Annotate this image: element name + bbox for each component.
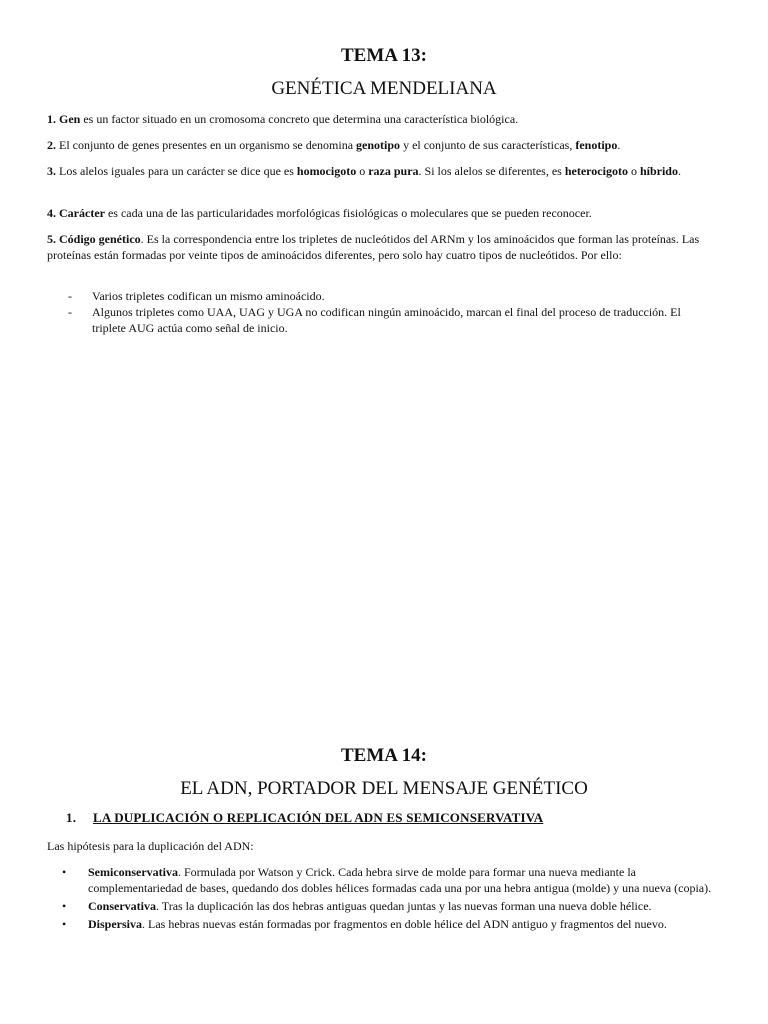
hypotheses-intro: Las hipótesis para la duplicación del ADN: (47, 839, 254, 853)
tema13-title: TEMA 13: (340, 45, 428, 66)
p3-text-2: o (356, 164, 369, 178)
p3-number: 3. (47, 164, 56, 178)
tema13-paragraph-3 (47, 163, 711, 179)
hypothesis-text: . Las hebras nuevas están formadas por fragmentos en doble hélice del ADN antiguo y fragmentos del nuevo. (142, 917, 667, 931)
tema13-paragraph-1 (47, 111, 711, 127)
hypothesis-term: Conservativa (88, 899, 156, 913)
list-item: - Varios tripletes codifican un mismo aminoácido. (68, 288, 708, 304)
p3-term-heterocigoto: heterocigoto (564, 164, 628, 178)
p4-number: 4. (47, 206, 56, 220)
tema13-subtitle: GENÉTICA MENDELIANA (271, 78, 497, 99)
p3-term-homocigoto: homocigoto (296, 164, 357, 178)
p1-text: es un factor situado en un cromosoma concreto que determina una característica biológica. (80, 112, 519, 126)
p1-number: 1. (47, 112, 56, 126)
p3-text-1: Los alelos iguales para un carácter se dice que es (56, 164, 297, 178)
tema13-dash-list (68, 288, 708, 336)
list-item (62, 898, 712, 914)
p2-text-2: y el conjunto de sus características, (400, 138, 576, 152)
list-item (62, 864, 712, 896)
hypothesis-term: Dispersiva (88, 917, 142, 931)
tema14-title: TEMA 14: (340, 745, 428, 766)
tema13-paragraph-5 (47, 231, 711, 263)
tema13-paragraph-4 (47, 205, 711, 221)
p3-text-5: . (677, 164, 681, 178)
p4-text: es cada una de las particularidades morfológicas fisiológicas o moleculares que se pueden reconocer. (104, 206, 592, 220)
section-title: LA DUPLICACIÓN O REPLICACIÓN DEL ADN ES SEMICONSERVATIVA (93, 810, 544, 825)
hypothesis-text: . Tras la duplicación las dos hebras antiguas quedan juntas y las nuevas forman una nueva doble hélice. (156, 899, 652, 913)
section-heading-1 (66, 810, 543, 826)
p5-term: Código genético (59, 232, 141, 246)
p3-term-raza-pura: raza pura (368, 164, 419, 178)
p2-number: 2. (47, 138, 56, 152)
p4-term: Carácter (59, 206, 105, 220)
hypothesis-text: . Formulada por Watson y Crick. Cada hebra sirve de molde para formar una nueva mediante la complementariedad de bases, quedando dos dobles hélices formadas cada una por una hebra antigua (molde) y una nueva (copia). (88, 865, 712, 895)
p3-term-hibrido: híbrido (639, 164, 678, 178)
tema14-subtitle: EL ADN, PORTADOR DEL MENSAJE GENÉTICO (180, 778, 588, 799)
p1-term: Gen (59, 112, 81, 126)
p2-term-genotipo: genotipo (356, 138, 401, 152)
hypotheses-list (62, 864, 712, 934)
p2-text-1: El conjunto de genes presentes en un organismo se denomina (56, 138, 357, 152)
p3-text-4: o (627, 164, 640, 178)
list-item: - Algunos tripletes como UAA, UAG y UGA no codifican ningún aminoácido, marcan el final del proceso de traducción. El triplete AUG actúa como señal de inicio. (68, 304, 708, 336)
p5-text: . Es la correspondencia entre los tripletes de nucleótidos del ARNm y los aminoácidos que forman las proteínas. Las proteínas están formadas por veinte tipos de aminoácidos diferentes, pero solo hay cuatro tipos de nucleótidos. Por ello: (47, 232, 700, 262)
list-item (62, 916, 712, 932)
tema13-paragraph-2 (47, 137, 711, 153)
p5-number: 5. (47, 232, 56, 246)
hypothesis-term: Semiconservativa (88, 865, 178, 879)
p2-text-3: . (617, 138, 621, 152)
section-number: 1. (66, 810, 77, 825)
p3-text-3: . Si los alelos se diferentes, es (418, 164, 565, 178)
p2-term-fenotipo: fenotipo (575, 138, 618, 152)
